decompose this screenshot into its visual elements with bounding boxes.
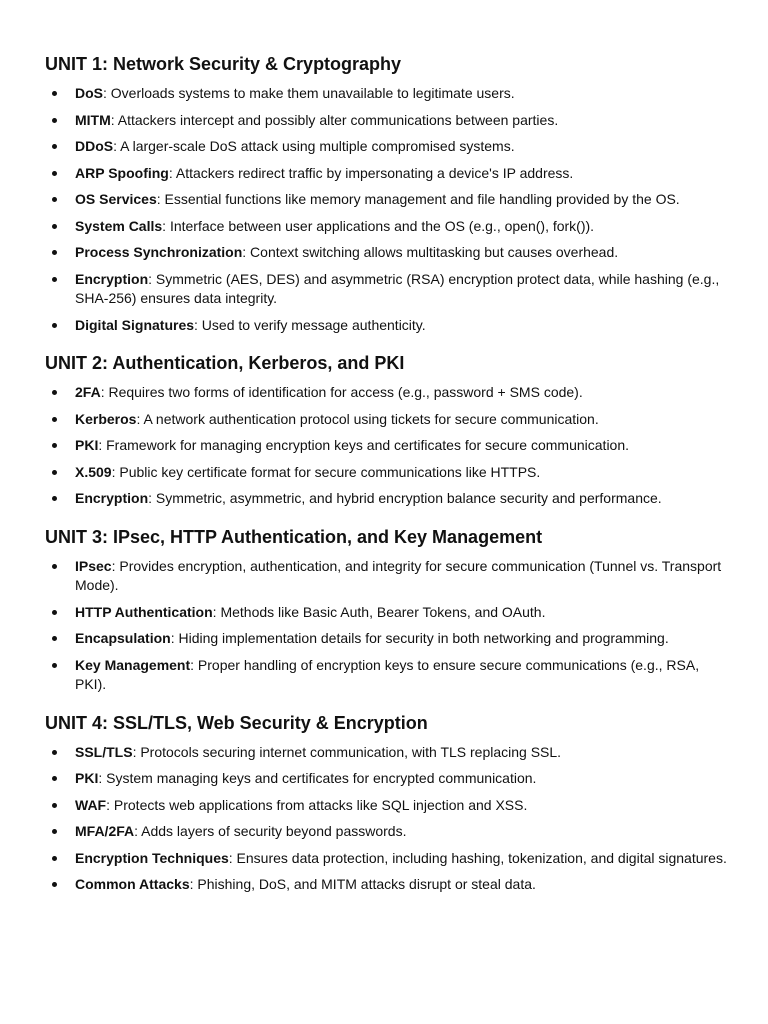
bullet-icon [52, 443, 57, 448]
item-term: MITM [75, 111, 111, 128]
item-description: : Symmetric, asymmetric, and hybrid encryption balance security and performance. [148, 490, 662, 506]
item-description: : Public key certificate format for secure communications like HTTPS. [111, 463, 541, 480]
list-item [45, 769, 728, 789]
item-description: : A network authentication protocol using tickets for secure communication. [136, 410, 599, 427]
item-term: Encryption [75, 490, 149, 506]
item-term: MFA/2FA [75, 823, 135, 839]
item-term: SSL/TLS [75, 743, 133, 760]
item-term: PKI [75, 770, 99, 786]
unit-4-heading: UNIT 4: SSL/TLS, Web Security & Encryption [45, 712, 428, 733]
bullet-icon [52, 776, 57, 781]
bullet-icon [52, 803, 57, 808]
item-term: IPsec [75, 557, 112, 574]
bullet-icon [52, 224, 57, 229]
item-term: Encapsulation [75, 630, 171, 646]
item-description: : Framework for managing encryption keys and certificates for secure communication. [98, 437, 630, 453]
list-item [45, 557, 728, 596]
bullet-icon [52, 91, 57, 96]
item-term: Key Management [75, 656, 191, 673]
item-description: : Symmetric (AES, DES) and asymmetric (RSA) encryption protect data, while hashing (e.g., SHA-256) ensures data integrity. [75, 270, 720, 306]
bullet-icon [52, 829, 57, 834]
item-description: : Requires two forms of identification for access (e.g., password + SMS code). [100, 384, 583, 400]
bullet-icon [52, 197, 57, 202]
bullet-icon [52, 496, 57, 501]
unit-4-section [45, 711, 728, 895]
item-description: : Attackers redirect traffic by impersonating a device's IP address. [168, 164, 574, 181]
bullet-icon [52, 856, 57, 861]
item-term: 2FA [75, 384, 101, 400]
bullet-icon [52, 171, 57, 176]
list-item [45, 383, 728, 403]
item-term: WAF [75, 796, 107, 813]
unit-2-section [45, 351, 728, 509]
list-item [45, 217, 728, 237]
item-term: ARP Spoofing [75, 164, 169, 181]
bullet-icon [52, 390, 57, 395]
item-description: : System managing keys and certificates for encrypted communication. [98, 770, 537, 786]
unit-4-list [45, 743, 728, 895]
unit-1-section [45, 52, 728, 335]
bullet-icon [52, 417, 57, 422]
item-description: : A larger-scale DoS attack using multiple compromised systems. [113, 138, 515, 154]
list-item [45, 489, 728, 509]
list-item [45, 463, 728, 483]
list-item [45, 603, 728, 623]
list-item [45, 190, 728, 210]
item-term: Kerberos [75, 410, 137, 427]
item-description: : Essential functions like memory management and file handling provided by the OS. [156, 191, 680, 207]
bullet-icon [52, 323, 57, 328]
item-term: System Calls [75, 217, 163, 234]
list-item [45, 84, 728, 104]
list-item [45, 137, 728, 157]
item-description: : Used to verify message authenticity. [194, 316, 426, 333]
bullet-icon [52, 564, 57, 569]
item-description: : Context switching allows multitasking but causes overhead. [242, 244, 619, 260]
bullet-icon [52, 750, 57, 755]
item-term: DoS [75, 85, 103, 101]
item-term: PKI [75, 437, 99, 453]
list-item [45, 796, 728, 816]
item-description: : Hiding implementation details for security in both networking and programming. [170, 630, 669, 646]
list-item [45, 656, 728, 695]
unit-2-list [45, 383, 728, 509]
list-item [45, 410, 728, 430]
item-description: : Attackers intercept and possibly alter communications between parties. [110, 111, 559, 128]
unit-1-list [45, 84, 728, 335]
unit-3-section [45, 525, 728, 695]
item-description: : Adds layers of security beyond passwords. [134, 823, 407, 839]
item-description: : Ensures data protection, including hashing, tokenization, and digital signatures. [228, 849, 727, 866]
item-term: OS Services [75, 191, 157, 207]
item-description: : Protocols securing internet communication, with TLS replacing SSL. [132, 743, 562, 760]
bullet-icon [52, 470, 57, 475]
item-description: : Phishing, DoS, and MITM attacks disrupt or steal data. [189, 876, 536, 892]
bullet-icon [52, 610, 57, 615]
list-item [45, 316, 728, 336]
item-description: : Methods like Basic Auth, Bearer Tokens, and OAuth. [212, 603, 546, 620]
bullet-icon [52, 144, 57, 149]
bullet-icon [52, 118, 57, 123]
bullet-icon [52, 663, 57, 668]
item-term: Process Synchronization [75, 244, 243, 260]
item-description: : Proper handling of encryption keys to ensure secure communications (e.g., RSA, PKI). [75, 656, 700, 692]
item-description: : Overloads systems to make them unavailable to legitimate users. [103, 85, 515, 101]
bullet-icon [52, 250, 57, 255]
list-item [45, 629, 728, 649]
item-description: : Protects web applications from attacks like SQL injection and XSS. [106, 796, 528, 813]
list-item [45, 822, 728, 842]
item-term: X.509 [75, 463, 112, 480]
item-description: : Provides encryption, authentication, and integrity for secure communication (Tunnel vs. Transport Mode). [75, 557, 722, 593]
item-term: Common Attacks [75, 876, 190, 892]
bullet-icon [52, 636, 57, 641]
list-item [45, 743, 728, 763]
item-term: HTTP Authentication [75, 603, 213, 620]
list-item [45, 164, 728, 184]
item-term: Digital Signatures [75, 316, 195, 333]
item-term: DDoS [75, 138, 114, 154]
bullet-icon [52, 277, 57, 282]
unit-3-list [45, 557, 728, 695]
list-item [45, 875, 728, 895]
item-description: : Interface between user applications and the OS (e.g., open(), fork()). [162, 217, 595, 234]
unit-3-heading: UNIT 3: IPsec, HTTP Authentication, and Key Management [45, 526, 543, 547]
item-term: Encryption [75, 270, 149, 287]
list-item [45, 436, 728, 456]
unit-1-heading: UNIT 1: Network Security & Cryptography [45, 54, 402, 74]
list-item [45, 270, 728, 309]
list-item [45, 243, 728, 263]
unit-2-heading: UNIT 2: Authentication, Kerberos, and PKI [45, 353, 405, 373]
list-item [45, 111, 728, 131]
item-term: Encryption Techniques [75, 849, 229, 866]
list-item [45, 849, 728, 869]
bullet-icon [52, 882, 57, 887]
